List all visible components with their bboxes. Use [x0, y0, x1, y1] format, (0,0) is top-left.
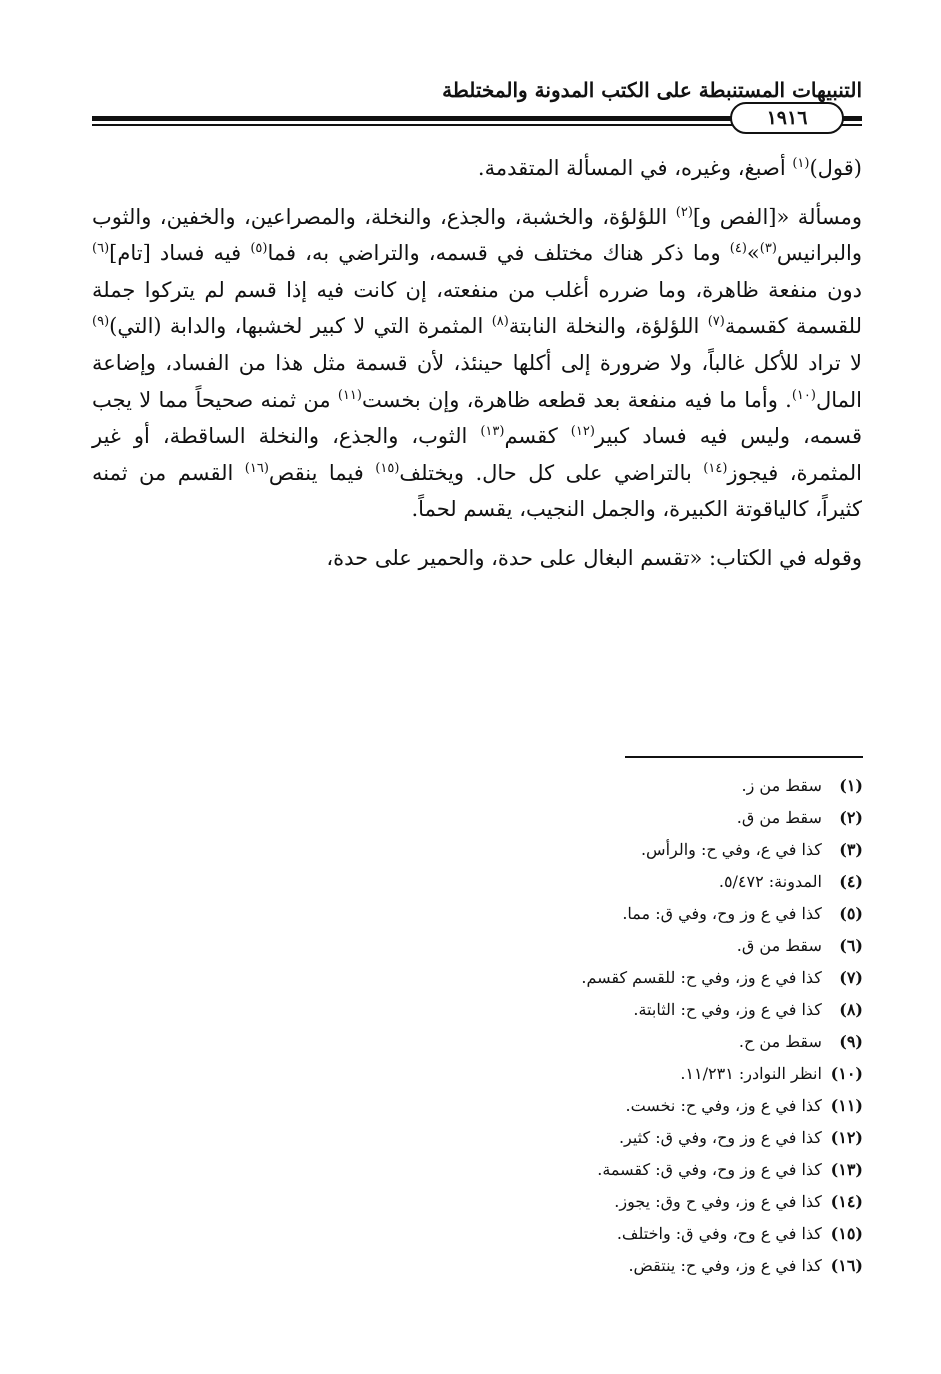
footnote-text: سقط من ق.	[736, 808, 827, 827]
footnote-ref[interactable]: (١٣)	[480, 424, 505, 440]
footnote-item	[263, 1154, 863, 1186]
footnote-separator	[625, 756, 863, 758]
footnote-ref[interactable]: (٣)	[759, 241, 777, 257]
footnote-item	[263, 1090, 863, 1122]
text-run: ومسألة «[الفص و]	[692, 204, 862, 229]
footnote-item	[263, 866, 863, 898]
footnote-ref[interactable]: (٥)	[250, 241, 268, 257]
footnote-ref[interactable]: (٧)	[707, 314, 725, 330]
footnote-ref[interactable]: (٨)	[491, 314, 509, 330]
footnote-ref[interactable]: (٩)	[92, 314, 110, 330]
footnote-text: كذا في ع وز، وفي ح: الثابتة.	[633, 1000, 827, 1019]
text-run: بالتراضي على كل حال. ويختلف	[399, 460, 704, 485]
footnote-text: كذا في ع وز، وفي ح: للقسم كقسم.	[581, 968, 827, 987]
footnote-number: (١٢)	[830, 1128, 863, 1147]
footnote-text: المدونة: ٥/٤٧٢.	[718, 872, 827, 891]
footnote-text: سقط من ق.	[736, 936, 827, 955]
text-run: أصبغ، وغيره، في المسألة المتقدمة.	[477, 156, 793, 180]
footnote-item	[263, 962, 863, 994]
paragraph	[92, 150, 862, 187]
footnote-number: (١٣)	[830, 1160, 863, 1179]
footnote-number: (٣)	[839, 840, 863, 859]
footnote-text: كذا في ع وز، وفي ح: ينتقض.	[628, 1256, 827, 1275]
text-run: فيما ينقص	[268, 460, 376, 485]
text-run: لا تراد للأكل غالباً، ولا ضرورة إلى أكلها حينئذ، لأن قسمة مثل هذا من الفساد، وإضاعة المال	[92, 350, 862, 412]
text-run: الثوب، والجذع، والنخلة الساقطة، أو غير المثمرة، فيجوز	[92, 424, 862, 485]
footnote-number: (١٦)	[830, 1256, 863, 1275]
footnotes-list	[263, 770, 863, 1282]
footnote-number: (١٥)	[830, 1224, 863, 1243]
footnote-number: (٨)	[839, 1000, 863, 1019]
paragraph	[92, 199, 862, 528]
paragraph	[92, 540, 862, 577]
footnote-item	[263, 1250, 863, 1282]
footnote-item	[263, 994, 863, 1026]
footnote-number: (١١)	[830, 1096, 863, 1115]
footnote-item	[263, 1058, 863, 1090]
footnote-item	[263, 770, 863, 802]
footnote-ref[interactable]: (١١)	[337, 387, 362, 403]
page-header	[92, 78, 862, 128]
footnote-item	[263, 802, 863, 834]
footnote-text: كذا في ع وز وح، وفي ق: مما.	[622, 904, 827, 923]
footnote-ref[interactable]: (١)	[792, 156, 810, 171]
footnote-ref[interactable]: (١٢)	[570, 424, 595, 440]
text-run: اللؤلؤة، والخشبة، والجذع، والنخلة، والمصراعين، والخفين، والثوب والبرانيس	[92, 204, 862, 266]
text-run: كقسم	[504, 424, 571, 449]
footnote-ref[interactable]: (٦)	[92, 241, 110, 257]
footnote-number: (٤)	[839, 872, 863, 891]
page-number: ١٩١٦	[730, 102, 844, 134]
footnote-number: (١)	[839, 776, 863, 795]
footnote-text: سقط من ح.	[738, 1032, 827, 1051]
footnote-text: كذا في ع وز وح، وفي ق: كقسمة.	[597, 1160, 827, 1179]
footnote-item	[263, 834, 863, 866]
text-run: »	[746, 241, 760, 266]
footnote-number: (٥)	[839, 904, 863, 923]
footnote-text: سقط من ز.	[741, 776, 827, 795]
footnote-ref[interactable]: (١٠)	[791, 387, 816, 403]
footnote-text: كذا في ع وز وح، وفي ق: كثير.	[618, 1128, 827, 1147]
footnote-text: كذا في ع وز، وفي ح: نخست.	[625, 1096, 827, 1115]
footnote-text: انظر النوادر: ١١/٢٣١.	[680, 1064, 827, 1083]
footnote-number: (٧)	[839, 968, 863, 987]
footnote-text: كذا في ع وح، وفي ق: واختلف.	[616, 1224, 827, 1243]
text-run: وقوله في الكتاب: «تقسم البغال على حدة، والحمير على حدة،	[326, 545, 862, 570]
footnote-number: (٩)	[839, 1032, 863, 1051]
footnote-text: كذا في ع وز، وفي ح وق: يجوز.	[614, 1192, 827, 1211]
text-run: من ثمنه صحيحاً مما لا يجب قسمه، وليس فيه فساد كبير	[92, 387, 862, 449]
running-title: التنبيهات المستنبطة على الكتب المدونة والمختلطة	[442, 78, 862, 102]
footnote-item	[263, 1186, 863, 1218]
footnote-number: (١٠)	[830, 1064, 863, 1083]
footnote-item	[263, 898, 863, 930]
text-run: . وأما ما فيه منفعة بعد قطعه ظاهرة، وإن بخست	[361, 387, 792, 412]
footnote-ref[interactable]: (٢)	[675, 204, 693, 220]
footnote-item	[263, 1122, 863, 1154]
main-text	[92, 150, 862, 589]
footnote-ref[interactable]: (١٥)	[375, 460, 400, 476]
footnote-item	[263, 1218, 863, 1250]
text-run: اللؤلؤة، والنخلة النابتة	[508, 314, 708, 339]
text-run: المثمرة التي لا كبير لخشبها، والدابة (التي)	[109, 314, 492, 339]
footnote-item	[263, 1026, 863, 1058]
text-run: فيه فساد [تام]	[109, 241, 251, 266]
text-run: القسم من ثمنه كثيراً، كالياقوتة الكبيرة، والجمل النجيب، يقسم لحماً.	[92, 460, 862, 522]
text-run: وما ذكر هناك مختلف في قسمه، والتراضي به، فما	[267, 241, 730, 266]
footnote-number: (٦)	[839, 936, 863, 955]
footnote-ref[interactable]: (١٤)	[703, 460, 728, 476]
text-run: دون منفعة ظاهرة، وما ضرره أغلب من منفعته، إن كانت فيه إذا قسم لم يتركوا جملة للقسمة كقسمة	[92, 277, 862, 339]
footnote-ref[interactable]: (١٦)	[244, 460, 269, 476]
footnote-item	[263, 930, 863, 962]
footnote-number: (١٤)	[830, 1192, 863, 1211]
footnote-number: (٢)	[839, 808, 863, 827]
footnote-text: كذا في ع، وفي ح: والرأس.	[640, 840, 827, 859]
footnote-ref[interactable]: (٤)	[729, 241, 747, 257]
text-run: (قول)	[809, 156, 862, 180]
